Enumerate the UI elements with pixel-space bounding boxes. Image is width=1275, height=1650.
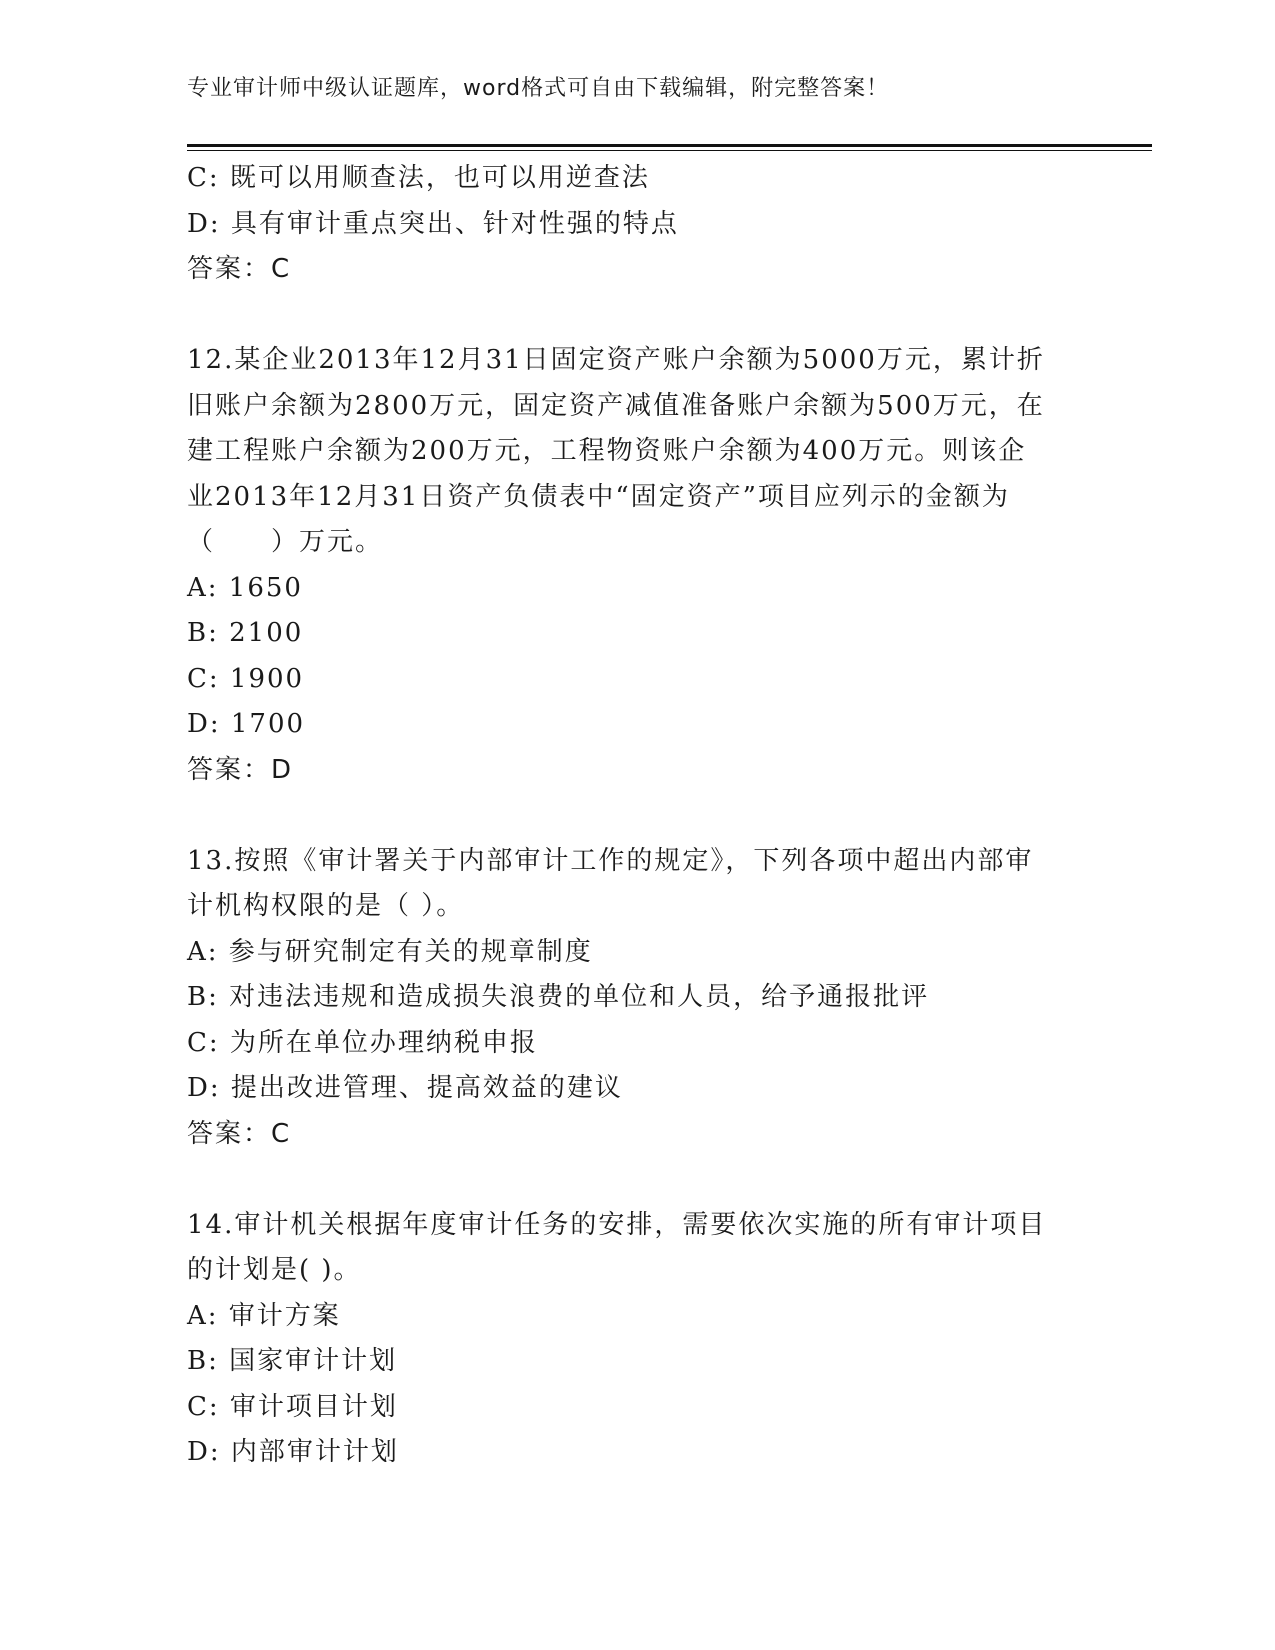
option-c: C: 审计项目计划 [187,1391,398,1422]
answer-line: 答案：C [187,254,292,284]
option-a: A: 1650 [187,572,303,603]
option-b: B: 对违法违规和造成损失浪费的单位和人员，给予通报批评 [187,982,930,1012]
question-stem-line: 14.审计机关根据年度审计任务的安排，需要依次实施的所有审计项目 [187,1209,1047,1240]
option-d: D: 1700 [187,709,306,739]
question-stem-line: 12.某企业2013年12月31日固定资产账户余额为5000万元，累计折 [187,345,1045,375]
document-body [187,156,1067,1476]
question-stem-line: 建工程账户余额为200万元，工程物资账户余额为400万元。则该企 [187,436,1027,466]
option-b: B: 国家审计计划 [187,1346,398,1376]
option-a: A: 审计方案 [187,1300,341,1331]
answer-line: 答案：C [187,1118,292,1149]
option-c: C: 1900 [187,663,305,694]
option-c: C: 为所在单位办理纳税申报 [187,1027,538,1058]
option-b: B: 2100 [187,618,304,648]
option-c: C: 既可以用顺查法，也可以用逆查法 [187,163,650,193]
spacer [187,1157,1067,1203]
question-stem-line: 旧账户余额为2800万元，固定资产减值准备账户余额为500万元，在 [187,390,1045,421]
option-d: D: 提出改进管理、提高效益的建议 [187,1073,623,1103]
option-d: D: 内部审计计划 [187,1437,399,1467]
question-stem-line: （ ）万元。 [187,527,384,557]
option-a: A: 参与研究制定有关的规章制度 [187,936,593,967]
header-rule-thin [187,150,1152,151]
question-12 [187,338,1067,793]
question-13 [187,839,1067,1158]
question-stem-line: 计机构权限的是（ ）。 [187,891,465,921]
question-stem-line: 13.按照《审计署关于内部审计工作的规定》，下列各项中超出内部审 [187,845,1034,876]
page-header: 专业审计师中级认证题库，word格式可自由下载编辑，附完整答案！ [187,76,890,101]
question-stem-line: 业2013年12月31日资产负债表中“固定资产”项目应列示的金额为 [187,481,1010,512]
question-11-tail [187,156,1067,293]
question-14 [187,1203,1067,1476]
answer-line: 答案：D [187,754,294,785]
option-d: D: 具有审计重点突出、针对性强的特点 [187,208,679,239]
question-stem-line: 的计划是( )。 [187,1255,362,1285]
header-rule-thick [187,144,1152,147]
spacer [187,793,1067,839]
spacer [187,293,1067,339]
